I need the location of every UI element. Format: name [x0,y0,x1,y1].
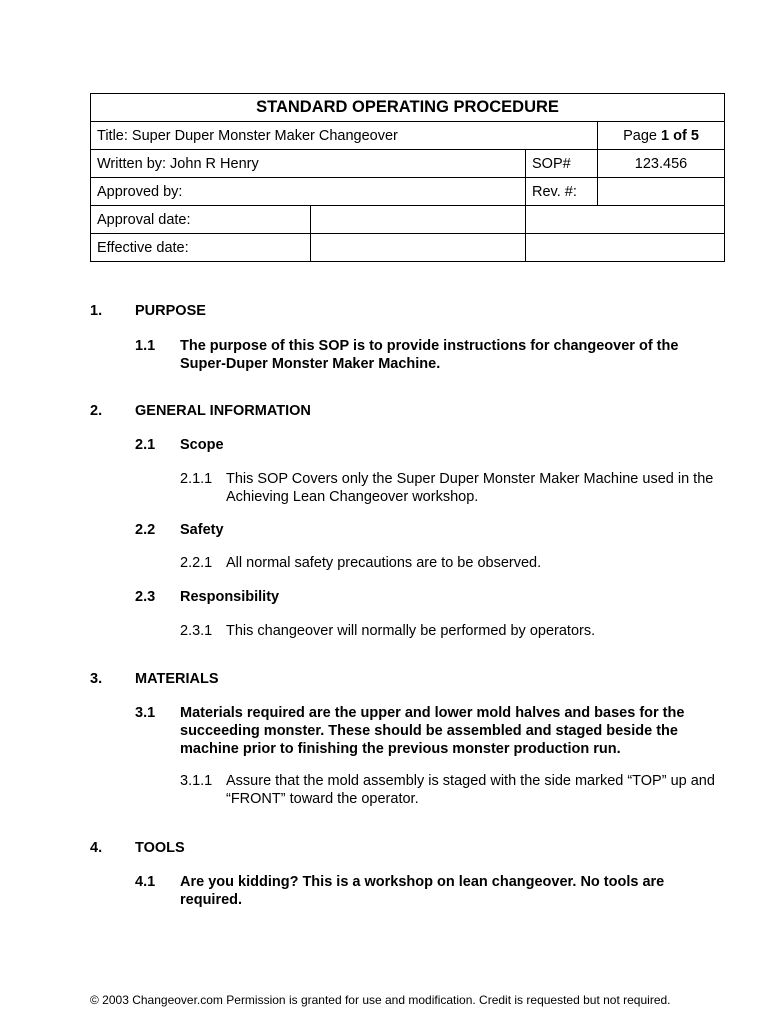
item-2-3-text: Responsibility [180,589,280,605]
rev-label: Rev. #: [526,178,598,206]
written-by: Written by: John R Henry [91,150,526,178]
item-3-1-1-text: Assure that the mold assembly is staged with the side marked “TOP” up and “FRONT” toward the operator. [226,773,715,807]
effective-date-label: Effective date: [91,234,311,262]
sop-banner: STANDARD OPERATING PROCEDURE [91,94,725,122]
item-2-2-1-text: All normal safety precautions are to be observed. [226,555,542,571]
item-1-1-number: 1.1 [135,338,156,354]
section-3-title: MATERIALS [135,671,219,687]
approval-date-value [311,206,526,234]
item-4-1-number: 4.1 [135,874,156,890]
item-1-1-text: The purpose of this SOP is to provide instructions for changeover of the Super-Duper Monster Maker Machine. [180,338,679,372]
sop-number-value: 123.456 [598,150,725,178]
sop-header-table [90,93,725,262]
section-3-number: 3. [90,671,103,687]
page-indicator: Page 1 of 5 [598,122,725,150]
item-2-2-1-number: 2.2.1 [180,555,213,571]
item-2-2-text: Safety [180,522,224,538]
section-4-number: 4. [90,840,103,856]
item-2-1-1-number: 2.1.1 [180,471,213,487]
effective-date-extra [526,234,725,262]
section-2-title: GENERAL INFORMATION [135,403,311,419]
approval-date-label: Approval date: [91,206,311,234]
rev-value [598,178,725,206]
item-3-1-number: 3.1 [135,705,156,721]
item-2-1-text: Scope [180,437,224,453]
item-3-1-text: Materials required are the upper and lower mold halves and bases for the succeeding monster. These should be assembled and staged beside the machine prior to finishing the previous monster production run. [180,705,685,757]
section-2-number: 2. [90,403,103,419]
approved-by: Approved by: [91,178,526,206]
item-4-1-text: Are you kidding? This is a workshop on lean changeover. No tools are required. [180,874,665,908]
section-4-title: TOOLS [135,840,185,856]
section-1-title: PURPOSE [135,303,206,319]
approval-date-extra [526,206,725,234]
item-2-1-number: 2.1 [135,437,156,453]
effective-date-value [311,234,526,262]
item-3-1-1-number: 3.1.1 [180,773,213,789]
item-2-3-1-text: This changeover will normally be performed by operators. [226,623,596,639]
item-2-3-number: 2.3 [135,589,156,605]
item-2-3-1-number: 2.3.1 [180,623,213,639]
section-1-number: 1. [90,303,103,319]
item-2-1-1-text: This SOP Covers only the Super Duper Monster Maker Machine used in the Achieving Lean Changeover workshop. [226,471,714,505]
sop-title: Title: Super Duper Monster Maker Changeover [91,122,598,150]
sop-number-label: SOP# [526,150,598,178]
item-2-2-number: 2.2 [135,522,156,538]
copyright-footer: © 2003 Changeover.com Permission is granted for use and modification. Credit is requested but not required. [90,993,671,1007]
